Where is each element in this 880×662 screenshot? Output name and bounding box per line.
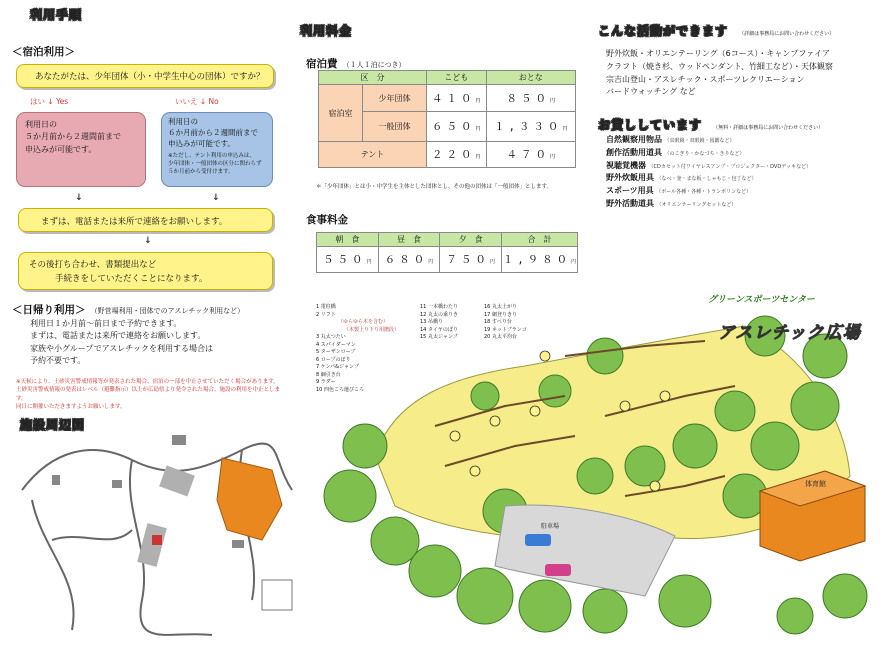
table-header: おとな: [486, 71, 575, 85]
table-header: 区 分: [319, 71, 427, 85]
activities-list: [606, 48, 833, 99]
key-item: 4 スパイダーマン: [316, 341, 356, 348]
car: [545, 564, 571, 576]
key-item: 2 リフト: [316, 311, 336, 318]
key-item: 19 ネットブランコ: [484, 326, 527, 333]
list-item: 視聴覚機器 （CDカセット付ワイヤレスアンプ・プロジェクター・DVDデッキなど）: [606, 160, 812, 170]
tree: [625, 446, 665, 486]
map-key-col1: [316, 304, 399, 394]
key-item: 5 ターザンロープ: [316, 349, 356, 355]
note-line: 土砂災害警戒情報の発表はレベル（避難指示）以上が広島県より発令された場合、施設の利用を中止とします。: [16, 387, 281, 402]
legend-box: [262, 580, 292, 610]
fees-heading: 利用料金: [300, 24, 353, 38]
meal-title: 食事料金: [306, 214, 348, 226]
day-subtitle: （野営場利用・団体でのアスレチック利用など）: [90, 307, 245, 315]
tree: [409, 545, 461, 597]
activities-note: （詳細は事務局にお問い合わせください）: [739, 31, 835, 37]
tree: [583, 589, 627, 633]
activity-line: 宗吉山登山・アスレチック・スポーツレクリエーション: [606, 74, 805, 84]
key-item: 3 丸太つたい: [316, 334, 346, 340]
day-line: 家族や小グループでアスレチックを利用する場合は: [30, 343, 214, 353]
center-site: [217, 458, 282, 540]
marker: [650, 481, 660, 491]
list-item: 野外炊飯用具 （なべ・釜・まな板・しゃもじ・包丁など）: [606, 173, 757, 183]
key-item: 14 タイヤのぼり: [420, 326, 458, 333]
tree: [751, 422, 799, 470]
landmark: [152, 535, 162, 545]
day-use-header: [12, 298, 244, 317]
rental-list: [606, 134, 811, 211]
no-box: [161, 112, 273, 187]
table-header: こども: [427, 71, 487, 85]
meal-cell: ６８０円: [378, 247, 440, 273]
row-label: テント: [319, 142, 427, 168]
meal-cell: ５５０円: [317, 247, 379, 273]
doc-line: 手続きをしていただくことになります。: [55, 273, 208, 284]
lodging-fee-table: [318, 70, 576, 168]
gym-label: 体育館: [805, 480, 826, 488]
list-item: 野外活動道具 （オリエンテーリングセットなど）: [606, 198, 737, 208]
day-text: [30, 318, 213, 368]
tree: [791, 382, 839, 430]
road: [32, 500, 74, 630]
fee-cell: ２２０円: [427, 142, 487, 168]
no-box-line: 利用日の: [168, 117, 198, 126]
tree: [577, 458, 613, 494]
no-box-line: 申込みが可能です。: [168, 138, 235, 148]
overnight-title: ＜宿泊利用＞: [12, 46, 75, 58]
rental-header: [598, 114, 823, 133]
rental-note: （無料・詳細は事務局にお問い合わせください）: [713, 125, 824, 131]
tree: [457, 568, 513, 624]
down-arrow-icon: ↓: [75, 193, 83, 203]
yes-box-line: 申込みが可能です。: [25, 144, 97, 154]
no-box-note: ５か月前から受付けます。: [168, 168, 234, 175]
key-item: 18 すべり台: [484, 319, 512, 325]
no-box-line: ６か月前から２週間前まで: [168, 127, 258, 137]
table-header: 夕 食: [440, 233, 502, 247]
marker: [450, 431, 460, 441]
key-item: 11 一本橋わたり: [420, 304, 458, 310]
key-item: 15 丸太ジャンプ: [420, 334, 458, 340]
no-box-note: ※ただし、テント利用の申込みは、: [168, 152, 255, 159]
row-label: 少年団体: [363, 85, 427, 112]
key-item: 6 ロープのぼり: [316, 356, 351, 363]
key-item: 12 丸太の乗りき: [420, 311, 458, 318]
list-item: 自然観察用物品 （虫眼鏡・双眼鏡・図鑑など）: [606, 135, 735, 144]
road: [52, 530, 132, 540]
activities-heading: こんな活動ができます: [598, 24, 729, 38]
tree: [471, 382, 499, 410]
activity-line: クラフト（焼き杉、ウッドペンダント、竹細工など）・天体観察: [606, 61, 833, 71]
marker: [470, 466, 480, 476]
no-box-note: 少年団体・一般団体の区分に関わらず: [168, 160, 262, 167]
activity-line: 野外炊飯・オリエンテーリング（6コース）・キャンプファイア: [606, 49, 830, 58]
area-map: [12, 430, 302, 640]
tree: [519, 580, 571, 632]
meal-fee-table: [316, 232, 578, 273]
down-arrow-icon: ↓: [212, 193, 220, 203]
tree: [371, 517, 419, 565]
question-text: あなたがたは、少年団体（小・中学生中心の団体）ですか？: [35, 72, 265, 82]
list-item: スポーツ用具 （ボール各種・各種・トランポリンなど）: [606, 186, 752, 196]
yes-box: [16, 112, 146, 187]
building: [172, 435, 186, 445]
building: [232, 540, 244, 548]
fee-cell: ４１０円: [427, 85, 487, 112]
contact-box: [18, 208, 273, 232]
parking-label: 駐車場: [541, 523, 560, 530]
tree: [324, 470, 376, 522]
caution-note: [16, 378, 284, 411]
table-header: 昼 食: [378, 233, 440, 247]
key-item: 7 ケンパ&ジャンプ: [316, 364, 359, 370]
tree: [539, 375, 571, 407]
day-title: ＜日帰り利用＞: [12, 304, 86, 316]
fee-cell: ６５０円: [427, 112, 487, 142]
day-line: 予約不要です。: [30, 356, 86, 366]
athletic-title: アスレチック広場: [718, 323, 861, 343]
note-line: ※天候により、土砂災害警戒情報等が発表された場合、宿泊の一部を中止させていただく場合があります。: [16, 379, 279, 385]
fee-note: ＊「少年団体」とは小・中学生を主体とした団体とし、その他の団体は「一般団体」とします。: [316, 184, 553, 190]
map-key-col3: [484, 304, 527, 342]
day-line: 利用日１か月前～前日まで予約できます。: [30, 319, 182, 328]
brand-name: グリーンスポーツセンター: [708, 295, 815, 305]
day-line: まずは、電話または来所で連絡をお願いします。: [30, 331, 206, 341]
parking: [137, 466, 195, 567]
fee-cell: １,３３０円: [486, 112, 575, 142]
building: [52, 475, 60, 485]
key-item: 10 四色ころ運びころ: [316, 386, 364, 393]
meal-cell: １,９８０円: [502, 247, 578, 273]
key-item: 1 電柱橋: [316, 304, 336, 310]
tree: [343, 424, 387, 468]
activity-line: バードウォッチング など: [606, 87, 696, 97]
key-item: 17 網登りきり: [484, 311, 517, 318]
table-header: 合 計: [502, 233, 578, 247]
tree: [715, 391, 755, 431]
document-box: [18, 252, 273, 290]
no-label: いいえ ↓ No: [175, 97, 219, 106]
activities-header: [598, 20, 834, 39]
down-arrow-icon: ↓: [144, 236, 152, 246]
yes-label: はい ↓ Yes: [30, 97, 69, 106]
tree: [777, 598, 813, 634]
question-box: [16, 64, 274, 88]
tree: [659, 575, 711, 627]
doc-line: その後打ち合わせ、書類提出など: [29, 260, 157, 270]
contact-text: まずは、電話または来所で連絡をお願いします。: [41, 217, 228, 227]
marker: [530, 406, 540, 416]
key-item: 20 丸太平均台: [484, 334, 517, 340]
marker: [620, 401, 630, 411]
key-item-sub: （ゆらゆら木を含む）: [338, 319, 389, 325]
tree: [673, 424, 717, 468]
lodging-header: [306, 52, 405, 71]
procedure-heading: 利用手順: [30, 8, 83, 22]
map-key-col2: [420, 304, 458, 342]
key-item: 9 ラダー: [316, 379, 336, 385]
area-map-heading: 施設周辺図: [20, 418, 86, 432]
fee-cell: ８５０円: [486, 85, 575, 112]
table-header: 朝 食: [317, 233, 379, 247]
lodging-subtitle: （１人１泊につき）: [342, 61, 406, 69]
tree: [823, 574, 867, 618]
building: [112, 480, 122, 488]
tree: [587, 338, 623, 374]
marker: [540, 351, 550, 361]
note-line: 同日に開催いただきますようお願いします。: [16, 403, 126, 410]
car: [525, 534, 551, 546]
key-item: 8 綱引き台: [316, 371, 341, 378]
stay-label: 宿泊室: [319, 85, 363, 142]
marker: [660, 391, 670, 401]
lodging-title: 宿泊費: [306, 58, 338, 70]
yes-box-line: ５か月前から２週間前まで: [25, 132, 121, 142]
key-item: 13 吊橋り: [420, 319, 443, 325]
rental-heading: お貸ししています: [598, 118, 703, 132]
key-item-sub: （木製上り下り用階段）: [344, 326, 400, 333]
list-item: 創作活動用道具 （のこぎり・かなづち・きりなど）: [606, 147, 745, 157]
row-label: 一般団体: [363, 112, 427, 142]
marker: [490, 416, 500, 426]
yes-box-line: 利用日の: [25, 120, 57, 129]
fee-cell: ４７０円: [486, 142, 575, 168]
key-item: 16 丸太上がり: [484, 304, 517, 310]
meal-cell: ７５０円: [440, 247, 502, 273]
